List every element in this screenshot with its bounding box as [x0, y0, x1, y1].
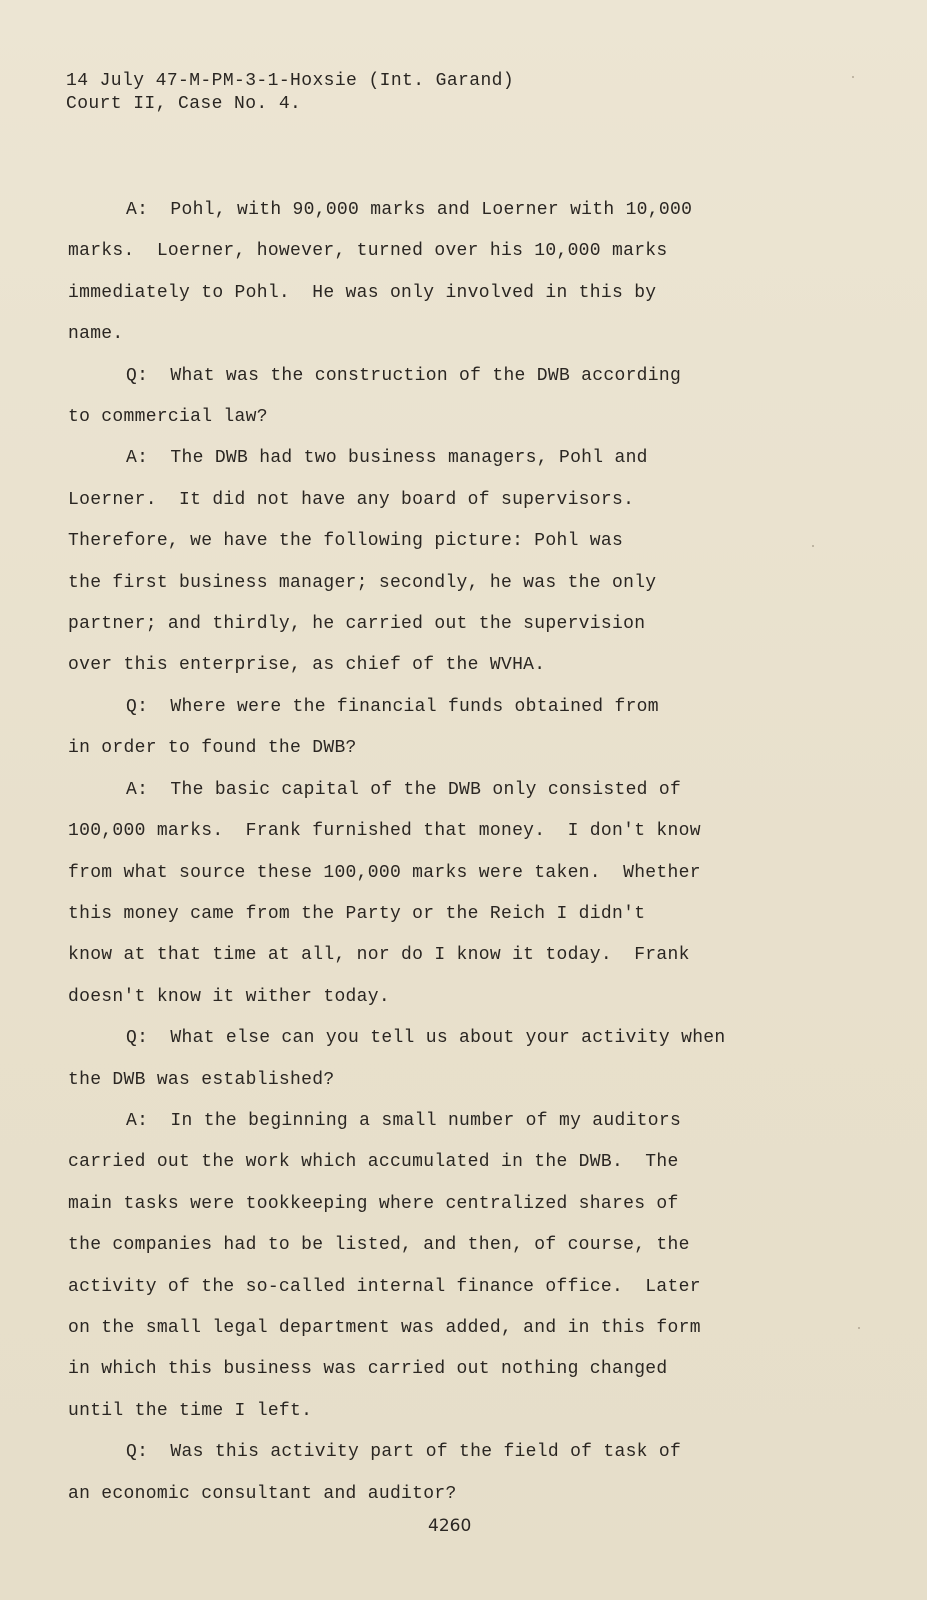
text-line: Q: Was this activity part of the field of task of	[126, 1442, 682, 1463]
text-line: Therefore, we have the following picture: Pohl was	[68, 531, 624, 552]
text-line: immediately to Pohl. He was only involved in this by	[68, 282, 657, 303]
text-line: to commercial law?	[68, 407, 268, 428]
answer-paragraph	[68, 1101, 788, 1432]
text-line: name.	[68, 324, 124, 345]
transcript-body	[68, 190, 788, 1515]
text-line: Q: What else can you tell us about your activity when	[126, 1028, 726, 1049]
text-line: carried out the work which accumulated in the DWB. The	[68, 1152, 679, 1173]
transcript-header	[66, 70, 514, 116]
text-line: over this enterprise, as chief of the WVHA.	[68, 655, 546, 676]
header-line-session: 14 July 47-M-PM-3-1-Hoxsie (Int. Garand)	[66, 71, 515, 91]
text-line: this money came from the Party or the Reich I didn't	[68, 903, 646, 924]
text-line: activity of the so-called internal finance office. Later	[68, 1276, 701, 1297]
paper-speck	[812, 545, 814, 547]
text-line: Q: What was the construction of the DWB according	[126, 365, 682, 386]
header-line-court: Court II, Case No. 4.	[66, 94, 302, 114]
text-line: main tasks were tookkeeping where centralized shares of	[68, 1193, 679, 1214]
text-line: A: Pohl, with 90,000 marks and Loerner with 10,000	[126, 200, 693, 220]
text-line: doesn't know it wither today.	[68, 986, 390, 1007]
text-line: Q: Where were the financial funds obtained from	[126, 696, 659, 717]
answer-paragraph	[68, 770, 788, 1018]
text-line: partner; and thirdly, he carried out the supervision	[68, 614, 646, 635]
text-line: 100,000 marks. Frank furnished that money. I don't know	[68, 821, 701, 842]
text-line: until the time I left.	[68, 1400, 313, 1421]
text-line: from what source these 100,000 marks were taken. Whether	[68, 862, 701, 883]
answer-paragraph	[68, 438, 788, 686]
text-line: the companies had to be listed, and then, of course, the	[68, 1235, 690, 1256]
question-paragraph	[68, 687, 788, 770]
answer-paragraph	[68, 190, 788, 356]
text-line: A: The DWB had two business managers, Pohl and	[126, 448, 648, 469]
text-line: in which this business was carried out nothing changed	[68, 1359, 668, 1380]
paper-speck	[858, 1327, 860, 1329]
text-line: the first business manager; secondly, he was the only	[68, 572, 657, 593]
text-line: marks. Loerner, however, turned over his 10,000 marks	[68, 241, 668, 262]
text-line: A: In the beginning a small number of my auditors	[126, 1110, 682, 1131]
text-line: on the small legal department was added, and in this form	[68, 1317, 701, 1338]
text-line: A: The basic capital of the DWB only consisted of	[126, 779, 682, 800]
paper-speck	[852, 76, 854, 78]
page-number: 4260	[428, 1516, 472, 1536]
text-line: an economic consultant and auditor?	[68, 1483, 457, 1504]
question-paragraph	[68, 1432, 788, 1515]
question-paragraph	[68, 1018, 788, 1101]
question-paragraph	[68, 356, 788, 439]
text-line: Loerner. It did not have any board of supervisors.	[68, 489, 635, 510]
text-line: the DWB was established?	[68, 1069, 335, 1090]
text-line: know at that time at all, nor do I know it today. Frank	[68, 945, 690, 966]
text-line: in order to found the DWB?	[68, 738, 357, 759]
